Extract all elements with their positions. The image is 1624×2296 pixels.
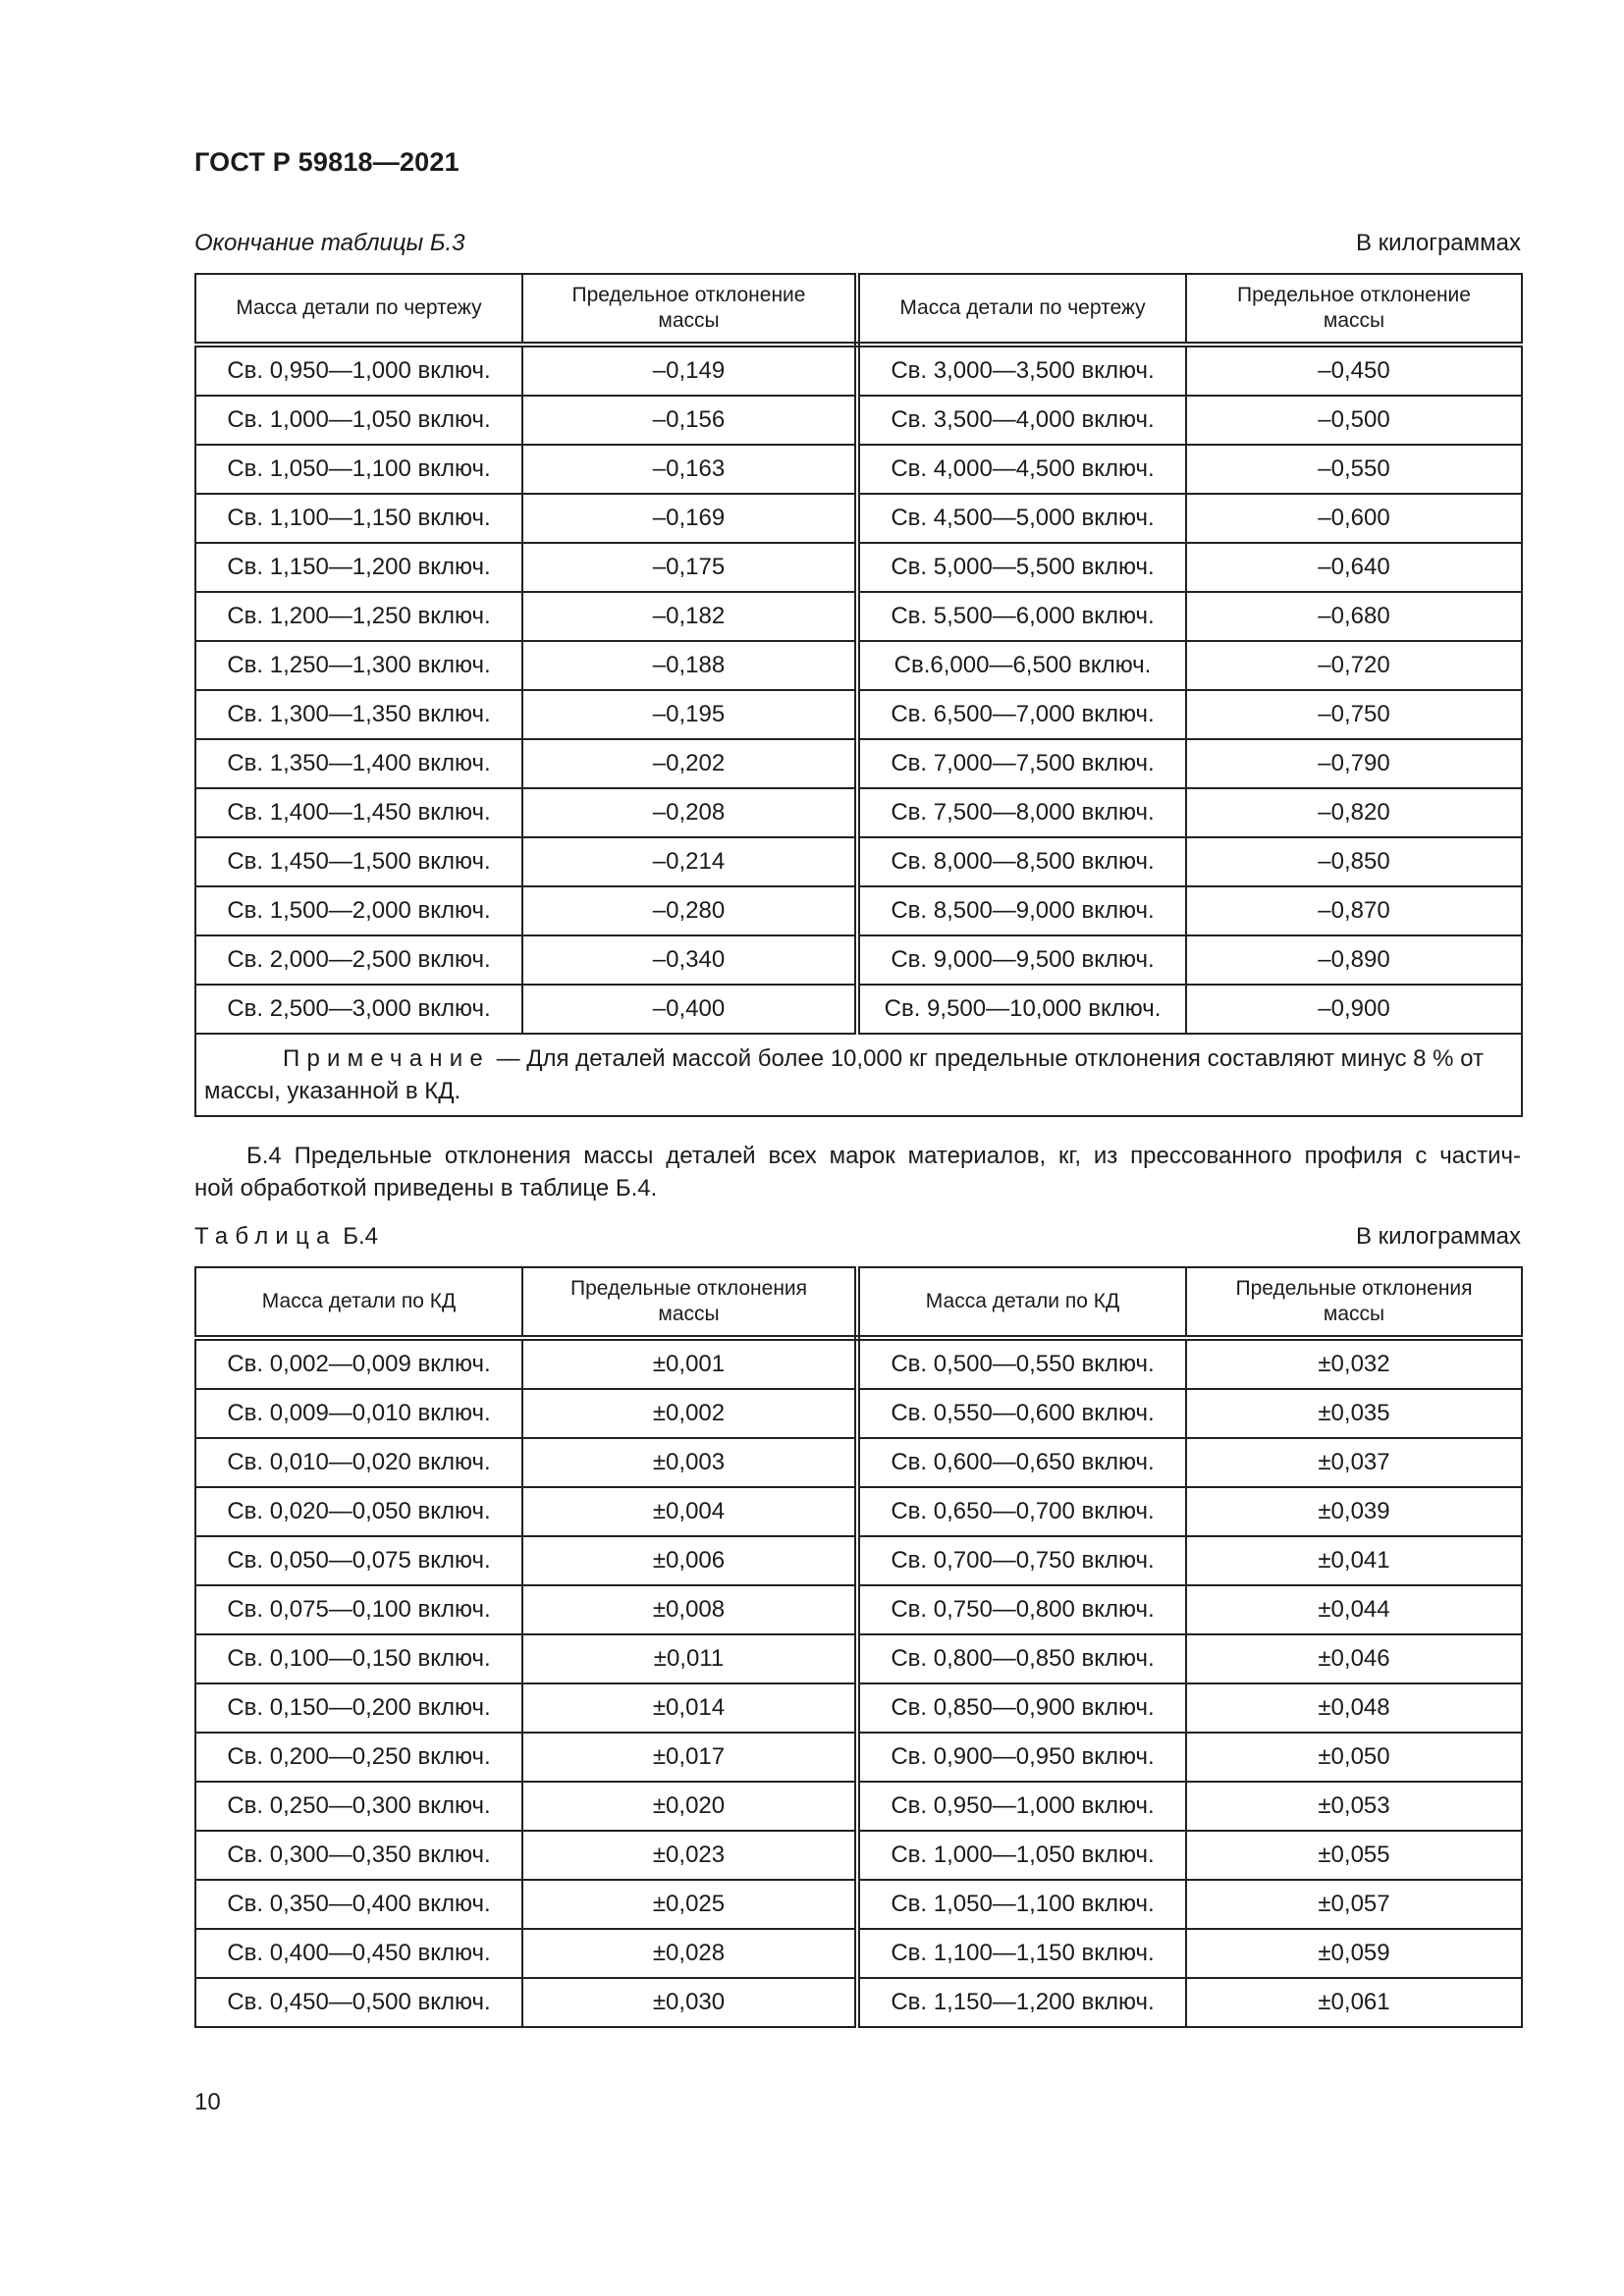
table-b3-caption-row: [194, 229, 1521, 258]
column-header-mass-deviation: Предельное отклонение массы: [1186, 274, 1522, 345]
table-note: [195, 1034, 1522, 1116]
mass-deviation-cell: –0,900: [1186, 985, 1522, 1034]
table-row: [195, 985, 1522, 1034]
table-row: [195, 1585, 1522, 1634]
table-header-row: [195, 1267, 1522, 1338]
table-b3-body: [195, 345, 1522, 1034]
mass-deviation-cell: –0,163: [522, 445, 857, 494]
table-row: [195, 1438, 1522, 1487]
table-row: [195, 935, 1522, 985]
part-mass-cell: Св. 1,000—1,050 включ.: [857, 1831, 1186, 1880]
column-header-part-mass: Масса детали по чертежу: [195, 274, 522, 345]
part-mass-cell: Св. 1,050—1,100 включ.: [857, 1880, 1186, 1929]
mass-deviation-cell: –0,188: [522, 641, 857, 690]
part-mass-cell: Св. 1,150—1,200 включ.: [857, 1978, 1186, 2027]
mass-deviation-cell: –0,640: [1186, 543, 1522, 592]
part-mass-cell: Св. 8,000—8,500 включ.: [857, 837, 1186, 886]
part-mass-cell: Св. 0,200—0,250 включ.: [195, 1733, 522, 1782]
table-row: [195, 592, 1522, 641]
table-row: [195, 396, 1522, 445]
table-row: [195, 837, 1522, 886]
table-row: [195, 345, 1522, 396]
column-header-part-mass: Масса детали по КД: [195, 1267, 522, 1338]
part-mass-cell: Св. 0,020—0,050 включ.: [195, 1487, 522, 1536]
table-b4-number: Б.4: [343, 1223, 378, 1250]
mass-deviation-cell: ±0,053: [1186, 1782, 1522, 1831]
page-number: 10: [194, 2089, 221, 2115]
part-mass-cell: Св. 1,150—1,200 включ.: [195, 543, 522, 592]
part-mass-cell: Св. 0,500—0,550 включ.: [857, 1338, 1186, 1389]
table-b3-units: В килограммах: [1356, 230, 1521, 256]
mass-deviation-cell: –0,182: [522, 592, 857, 641]
mass-deviation-cell: ±0,020: [522, 1782, 857, 1831]
table-row: [195, 1634, 1522, 1683]
document-title: ГОСТ Р 59818—2021: [194, 147, 460, 177]
mass-deviation-cell: –0,202: [522, 739, 857, 788]
part-mass-cell: Св. 0,800—0,850 включ.: [857, 1634, 1186, 1683]
table-row: [195, 1389, 1522, 1438]
mass-deviation-cell: –0,850: [1186, 837, 1522, 886]
part-mass-cell: Св. 0,850—0,900 включ.: [857, 1683, 1186, 1733]
mass-deviation-cell: ±0,039: [1186, 1487, 1522, 1536]
part-mass-cell: Св. 0,150—0,200 включ.: [195, 1683, 522, 1733]
mass-deviation-cell: ±0,006: [522, 1536, 857, 1585]
table-row: [195, 1536, 1522, 1585]
mass-deviation-cell: –0,214: [522, 837, 857, 886]
mass-deviation-cell: –0,820: [1186, 788, 1522, 837]
note-label: Примечание: [283, 1045, 490, 1072]
paragraph-line: ной обработкой приведены в таблице Б.4.: [194, 1175, 658, 1201]
mass-deviation-cell: –0,680: [1186, 592, 1522, 641]
table-row: [195, 445, 1522, 494]
table-row: [195, 739, 1522, 788]
part-mass-cell: Св. 0,100—0,150 включ.: [195, 1634, 522, 1683]
column-header-mass-deviation: Предельные отклонения массы: [1186, 1267, 1522, 1338]
mass-deviation-cell: –0,280: [522, 886, 857, 935]
part-mass-cell: Св. 0,050—0,075 включ.: [195, 1536, 522, 1585]
table-b4-body: [195, 1338, 1522, 2027]
part-mass-cell: Св. 0,950—1,000 включ.: [195, 345, 522, 396]
part-mass-cell: Св. 2,500—3,000 включ.: [195, 985, 522, 1034]
mass-deviation-cell: ±0,057: [1186, 1880, 1522, 1929]
part-mass-cell: Св. 8,500—9,000 включ.: [857, 886, 1186, 935]
table-b4-caption: [194, 1222, 378, 1252]
mass-deviation-cell: –0,208: [522, 788, 857, 837]
part-mass-cell: Св. 1,250—1,300 включ.: [195, 641, 522, 690]
mass-deviation-cell: –0,720: [1186, 641, 1522, 690]
table-b3-caption: Окончание таблицы Б.3: [194, 230, 465, 256]
column-header-part-mass: Масса детали по чертежу: [857, 274, 1186, 345]
part-mass-cell: Св. 0,550—0,600 включ.: [857, 1389, 1186, 1438]
mass-deviation-cell: –0,550: [1186, 445, 1522, 494]
part-mass-cell: Св. 7,000—7,500 включ.: [857, 739, 1186, 788]
part-mass-cell: Св. 0,750—0,800 включ.: [857, 1585, 1186, 1634]
part-mass-cell: Св. 0,350—0,400 включ.: [195, 1880, 522, 1929]
mass-deviation-cell: ±0,061: [1186, 1978, 1522, 2027]
table-note-row: [195, 1034, 1522, 1116]
mass-deviation-cell: ±0,048: [1186, 1683, 1522, 1733]
table-b4-caption-row: [194, 1222, 1521, 1252]
mass-deviation-cell: –0,750: [1186, 690, 1522, 739]
mass-deviation-cell: ±0,001: [522, 1338, 857, 1389]
table-row: [195, 1487, 1522, 1536]
part-mass-cell: Св. 9,500—10,000 включ.: [857, 985, 1186, 1034]
mass-deviation-cell: ±0,037: [1186, 1438, 1522, 1487]
table-row: [195, 1978, 1522, 2027]
table-row: [195, 1733, 1522, 1782]
mass-deviation-cell: ±0,041: [1186, 1536, 1522, 1585]
mass-deviation-cell: ±0,044: [1186, 1585, 1522, 1634]
mass-deviation-cell: ±0,008: [522, 1585, 857, 1634]
table-row: [195, 543, 1522, 592]
table-row: [195, 1929, 1522, 1978]
part-mass-cell: Св. 1,400—1,450 включ.: [195, 788, 522, 837]
mass-deviation-cell: ±0,055: [1186, 1831, 1522, 1880]
part-mass-cell: Св. 0,009—0,010 включ.: [195, 1389, 522, 1438]
part-mass-cell: Св. 3,500—4,000 включ.: [857, 396, 1186, 445]
table-b3: [194, 273, 1523, 1117]
mass-deviation-cell: ±0,032: [1186, 1338, 1522, 1389]
part-mass-cell: Св. 0,075—0,100 включ.: [195, 1585, 522, 1634]
part-mass-cell: Св. 9,000—9,500 включ.: [857, 935, 1186, 985]
part-mass-cell: Св. 1,350—1,400 включ.: [195, 739, 522, 788]
part-mass-cell: Св. 1,500—2,000 включ.: [195, 886, 522, 935]
part-mass-cell: Св. 0,950—1,000 включ.: [857, 1782, 1186, 1831]
table-row: [195, 886, 1522, 935]
part-mass-cell: Св. 0,900—0,950 включ.: [857, 1733, 1186, 1782]
mass-deviation-cell: –0,175: [522, 543, 857, 592]
mass-deviation-cell: –0,600: [1186, 494, 1522, 543]
mass-deviation-cell: ±0,059: [1186, 1929, 1522, 1978]
part-mass-cell: Св. 0,600—0,650 включ.: [857, 1438, 1186, 1487]
mass-deviation-cell: ±0,003: [522, 1438, 857, 1487]
mass-deviation-cell: ±0,025: [522, 1880, 857, 1929]
part-mass-cell: Св. 0,002—0,009 включ.: [195, 1338, 522, 1389]
mass-deviation-cell: –0,790: [1186, 739, 1522, 788]
part-mass-cell: Св. 0,400—0,450 включ.: [195, 1929, 522, 1978]
mass-deviation-cell: ±0,017: [522, 1733, 857, 1782]
table-b4-units: В килограммах: [1356, 1223, 1521, 1250]
mass-deviation-cell: –0,340: [522, 935, 857, 985]
part-mass-cell: Св. 1,000—1,050 включ.: [195, 396, 522, 445]
mass-deviation-cell: –0,870: [1186, 886, 1522, 935]
mass-deviation-cell: ±0,014: [522, 1683, 857, 1733]
part-mass-cell: Св. 0,450—0,500 включ.: [195, 1978, 522, 2027]
mass-deviation-cell: ±0,046: [1186, 1634, 1522, 1683]
part-mass-cell: Св.6,000—6,500 включ.: [857, 641, 1186, 690]
part-mass-cell: Св. 2,000—2,500 включ.: [195, 935, 522, 985]
part-mass-cell: Св. 5,500—6,000 включ.: [857, 592, 1186, 641]
table-row: [195, 1338, 1522, 1389]
part-mass-cell: Св. 6,500—7,000 включ.: [857, 690, 1186, 739]
mass-deviation-cell: ±0,050: [1186, 1733, 1522, 1782]
part-mass-cell: Св. 1,100—1,150 включ.: [195, 494, 522, 543]
column-header-mass-deviation: Предельное отклонение массы: [522, 274, 857, 345]
mass-deviation-cell: ±0,023: [522, 1831, 857, 1880]
paragraph-line: Б.4 Предельные отклонения массы деталей всех марок материалов, кг, из прессованного профиля с частич-: [246, 1143, 1521, 1169]
mass-deviation-cell: –0,169: [522, 494, 857, 543]
table-row: [195, 1831, 1522, 1880]
mass-deviation-cell: –0,890: [1186, 935, 1522, 985]
table-b4-label: Таблица: [194, 1223, 337, 1250]
table-row: [195, 1880, 1522, 1929]
part-mass-cell: Св. 1,450—1,500 включ.: [195, 837, 522, 886]
part-mass-cell: Св. 0,010—0,020 включ.: [195, 1438, 522, 1487]
mass-deviation-cell: ±0,004: [522, 1487, 857, 1536]
part-mass-cell: Св. 4,500—5,000 включ.: [857, 494, 1186, 543]
mass-deviation-cell: ±0,035: [1186, 1389, 1522, 1438]
mass-deviation-cell: ±0,011: [522, 1634, 857, 1683]
part-mass-cell: Св. 1,200—1,250 включ.: [195, 592, 522, 641]
mass-deviation-cell: ±0,030: [522, 1978, 857, 2027]
column-header-part-mass: Масса детали по КД: [857, 1267, 1186, 1338]
table-header-row: [195, 274, 1522, 345]
mass-deviation-cell: ±0,002: [522, 1389, 857, 1438]
part-mass-cell: Св. 1,100—1,150 включ.: [857, 1929, 1186, 1978]
part-mass-cell: Св. 0,300—0,350 включ.: [195, 1831, 522, 1880]
part-mass-cell: Св. 0,700—0,750 включ.: [857, 1536, 1186, 1585]
table-row: [195, 1782, 1522, 1831]
mass-deviation-cell: –0,156: [522, 396, 857, 445]
mass-deviation-cell: –0,195: [522, 690, 857, 739]
mass-deviation-cell: –0,500: [1186, 396, 1522, 445]
part-mass-cell: Св. 0,250—0,300 включ.: [195, 1782, 522, 1831]
part-mass-cell: Св. 5,000—5,500 включ.: [857, 543, 1186, 592]
table-row: [195, 494, 1522, 543]
table-row: [195, 1683, 1522, 1733]
table-row: [195, 690, 1522, 739]
column-header-mass-deviation: Предельные отклонения массы: [522, 1267, 857, 1338]
part-mass-cell: Св. 7,500—8,000 включ.: [857, 788, 1186, 837]
mass-deviation-cell: –0,450: [1186, 345, 1522, 396]
mass-deviation-cell: –0,149: [522, 345, 857, 396]
part-mass-cell: Св. 3,000—3,500 включ.: [857, 345, 1186, 396]
part-mass-cell: Св. 0,650—0,700 включ.: [857, 1487, 1186, 1536]
mass-deviation-cell: ±0,028: [522, 1929, 857, 1978]
mass-deviation-cell: –0,400: [522, 985, 857, 1034]
part-mass-cell: Св. 1,050—1,100 включ.: [195, 445, 522, 494]
part-mass-cell: Св. 4,000—4,500 включ.: [857, 445, 1186, 494]
section-paragraph: [194, 1140, 1521, 1204]
table-row: [195, 788, 1522, 837]
table-row: [195, 641, 1522, 690]
note-text: — Для деталей массой более 10,000 кг предельные отклонения составляют минус 8 % от массы, указанной в КД.: [204, 1045, 1484, 1104]
table-b4: [194, 1266, 1523, 2028]
part-mass-cell: Св. 1,300—1,350 включ.: [195, 690, 522, 739]
